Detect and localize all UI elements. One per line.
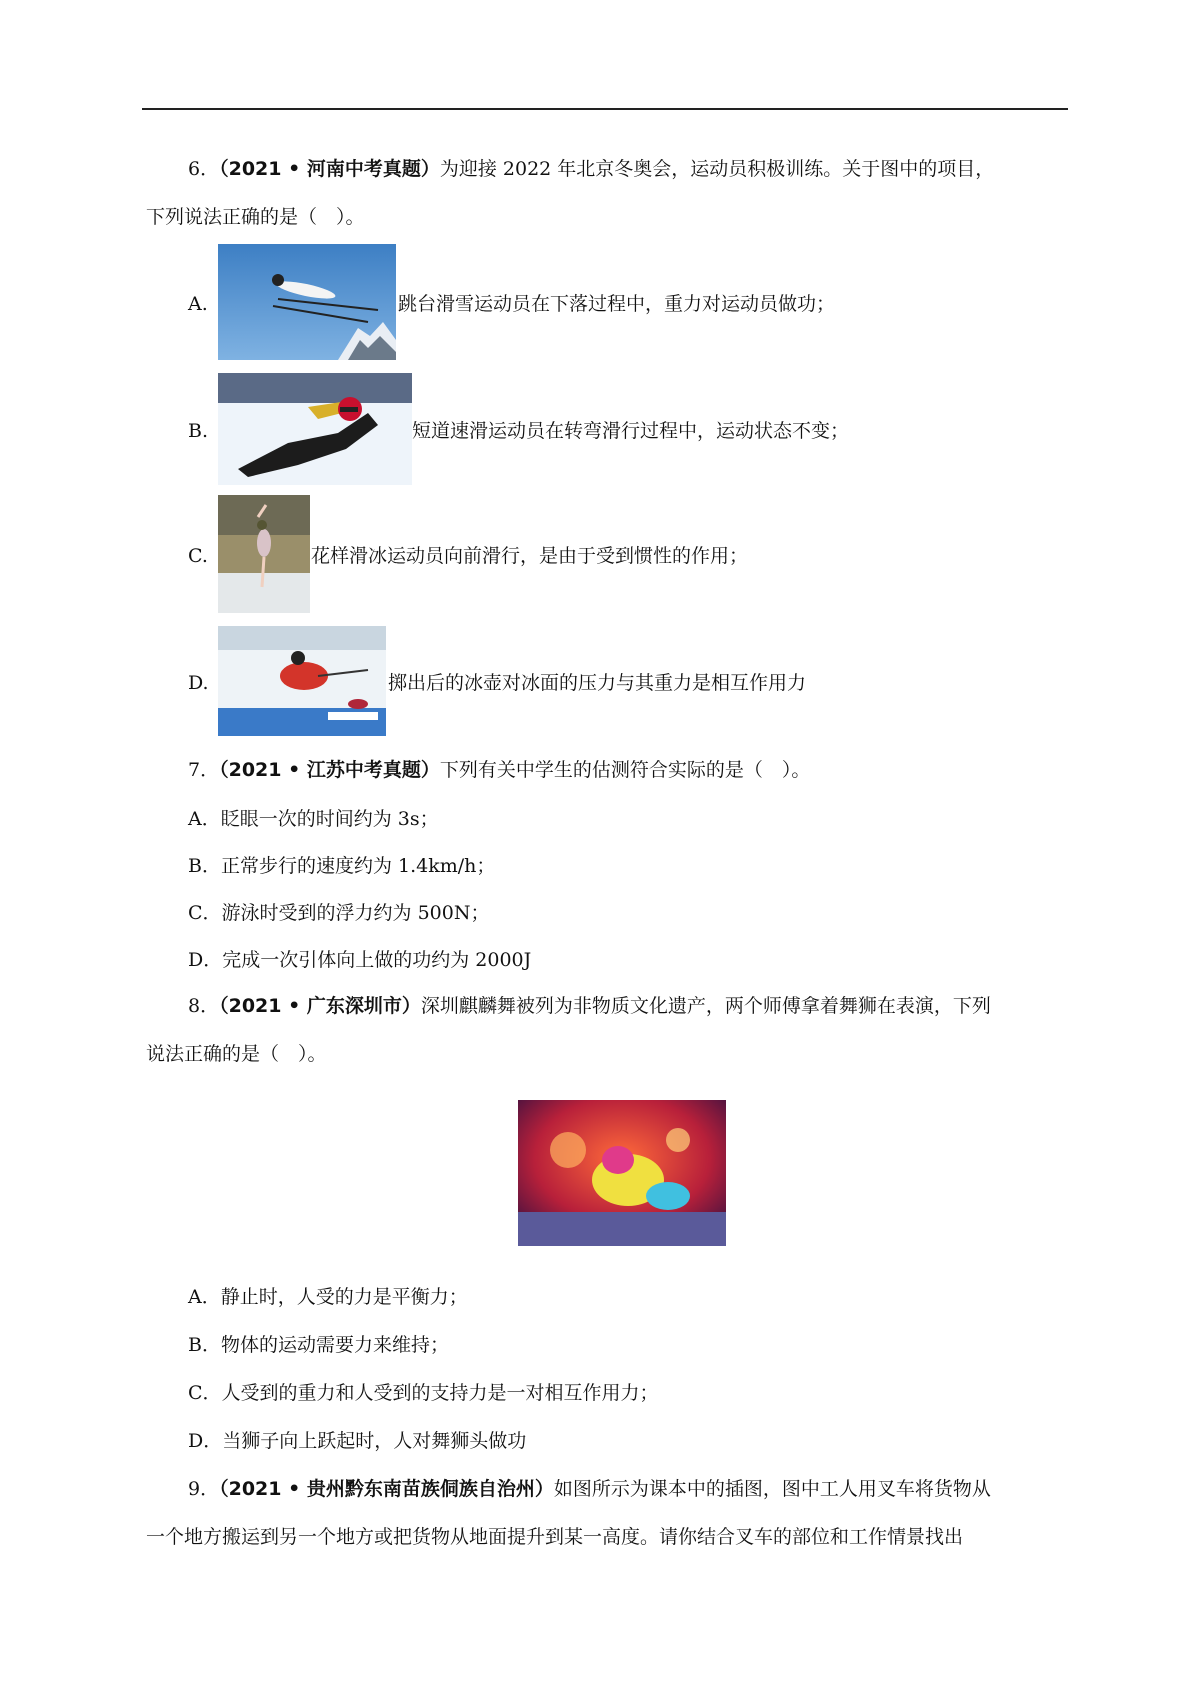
q6-source: （2021 • 河南中考真题） [219, 158, 440, 180]
q6-option-b-text: 短道速滑运动员在转弯滑行过程中，运动状态不变； [412, 420, 850, 442]
q8-stem-text: 深圳麒麟舞被列为非物质文化遗产，两个师傅拿着舞狮在表演，下列 [420, 995, 991, 1017]
q6-number: 6． [188, 158, 220, 180]
q6-stem-line2: 下列说法正确的是（ ）。 [146, 206, 365, 228]
q8-option-c: C．人受到的重力和人受到的支持力是一对相互作用力； [188, 1382, 659, 1404]
q8-stem-line2: 说法正确的是（ ）。 [146, 1043, 327, 1065]
q7-option-d: D．完成一次引体向上做的功约为 2000J [188, 949, 532, 971]
q6-option-b-letter: B. [188, 420, 209, 442]
q8-option-b: B．物体的运动需要力来维持； [188, 1334, 449, 1356]
q7-option-c: C．游泳时受到的浮力约为 500N； [188, 902, 490, 924]
q7-option-b: B．正常步行的速度约为 1.4km/h； [188, 855, 496, 877]
q7-stem-text: 下列有关中学生的估测符合实际的是（ ）。 [439, 759, 811, 781]
q8-stem-line1 [188, 993, 991, 1019]
q9-number: 9． [188, 1478, 220, 1500]
q9-source: （2021 • 贵州黔东南苗族侗族自治州） [219, 1478, 554, 1500]
header-rule [142, 108, 1068, 110]
q7-stem [188, 757, 810, 783]
q7-option-a: A．眨眼一次的时间约为 3s； [188, 808, 439, 830]
speed-skating-photo [218, 373, 412, 485]
q8-source: （2021 • 广东深圳市） [219, 995, 421, 1017]
q7-number: 7． [188, 759, 220, 781]
q9-stem-line2: 一个地方搬运到另一个地方或把货物从地面提升到某一高度。请你结合叉车的部位和工作情景找出 [146, 1526, 964, 1548]
q9-stem-line1 [188, 1476, 991, 1502]
curling-photo [218, 626, 386, 736]
figure-skating-photo [218, 495, 310, 613]
q9-stem-text: 如图所示为课本中的插图，图中工人用叉车将货物从 [553, 1478, 991, 1500]
q6-option-d-text: 掷出后的冰壶对冰面的压力与其重力是相互作用力 [388, 672, 807, 694]
q8-option-a: A．静止时，人受的力是平衡力； [188, 1286, 468, 1308]
q6-option-c-letter: C. [188, 545, 208, 567]
q6-option-a-text: 跳台滑雪运动员在下落过程中，重力对运动员做功； [398, 293, 836, 315]
q7-source: （2021 • 江苏中考真题） [219, 759, 440, 781]
q8-number: 8． [188, 995, 220, 1017]
q6-option-d-letter: D. [188, 672, 209, 694]
ski-jump-photo [218, 244, 396, 360]
q6-option-c-text: 花样滑冰运动员向前滑行，是由于受到惯性的作用； [311, 545, 749, 567]
q6-stem-line1 [188, 156, 994, 182]
q6-stem-text: 为迎接 2022 年北京冬奥会，运动员积极训练。关于图中的项目， [439, 158, 995, 180]
lion-dance-photo [518, 1100, 726, 1246]
q6-option-a-letter: A. [188, 293, 208, 315]
q8-option-d: D．当狮子向上跃起时，人对舞狮头做功 [188, 1430, 527, 1452]
